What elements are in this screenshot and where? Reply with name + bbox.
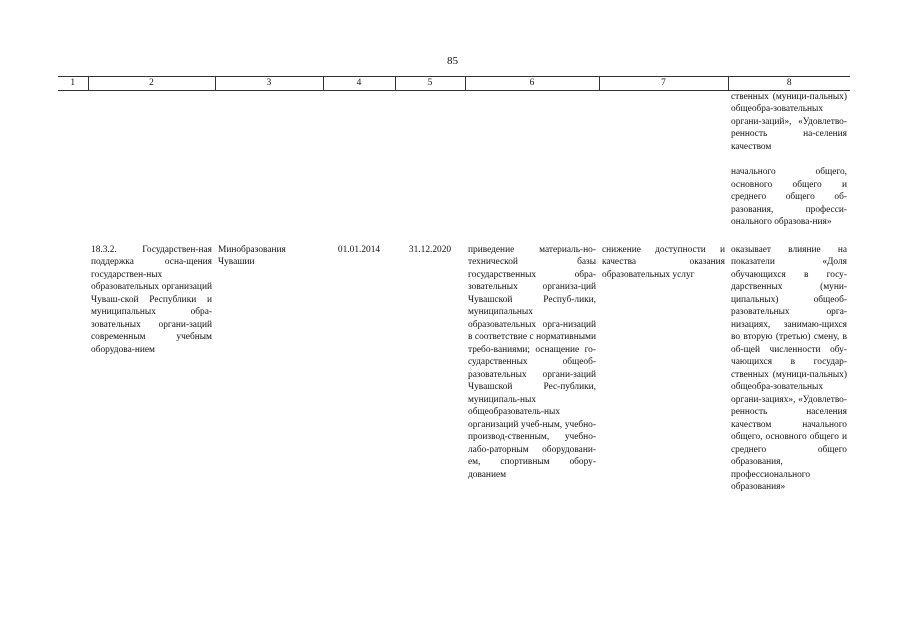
start-date-cell: 01.01.2014 <box>337 244 381 255</box>
header-cell: 4 <box>323 77 395 91</box>
header-cell: 6 <box>465 77 599 91</box>
measure-name-cell: 18.3.2. Государствен-ная поддержка осна-щения государствен-ных образовательных организаций Чуваш-ской Республики и муниципальных обра-зовательных органи-заций современным учебным оборудова-нием <box>91 244 212 355</box>
header-cell: 8 <box>728 77 850 91</box>
indicators-link-cell: оказывает влияние на показатели «Доля обучающихся в госу-дарственных (муни-ципальных) общеоб-разовательных орга-низациях, занимаю-щихся во вторую (третью) смену, в об-щей численности обу-чающихся в государ-ственных (муници-пальных) общеобра-зовательных органи-зациях», «Удовлетво-ренность населения качеством начального общего, основного общего и среднего общего образования, профессионального образования» <box>731 244 847 492</box>
page-number: 85 <box>447 55 458 67</box>
table-row <box>58 244 850 494</box>
continuation-indicators-text-2: начального общего, основного общего и среднего общего об-разования, професси-онального образова-ния» <box>731 167 847 227</box>
consequences-cell: снижение доступности и качества оказания образовательных услуг <box>602 244 725 280</box>
column-number-header <box>58 77 850 91</box>
program-table <box>58 76 850 494</box>
end-date-cell: 31.12.2020 <box>408 244 452 255</box>
header-cell: 7 <box>599 77 728 91</box>
responsible-executor-cell: Минобразования Чувашии <box>218 244 286 267</box>
header-cell: 5 <box>395 77 465 91</box>
header-cell: 3 <box>215 77 323 91</box>
header-cell: 1 <box>58 77 88 91</box>
header-cell: 2 <box>88 77 215 91</box>
continuation-row <box>58 90 850 244</box>
expected-result-cell: приведение материаль-но-технической базы государственных обра-зовательных организа-ций Чувашской Респуб-лики, муниципальных образовательных орга-низаций в соответствие с нормативными требо-ваниями; оснащение го-сударственных общеоб-разовательных органи-заций Чувашской Рес-публики, муниципаль-ных общеобразователь-ных организаций учеб-ным, учебно-производ-ственным, учебно-лабо-раторным оборудовани-ем, спортивным обору-дованием <box>468 244 596 480</box>
continuation-indicators-text: ственных (муници-пальных) общеобра-зовательных органи-заций», «Удовлетво-ренность на-селения качеством <box>731 91 847 152</box>
